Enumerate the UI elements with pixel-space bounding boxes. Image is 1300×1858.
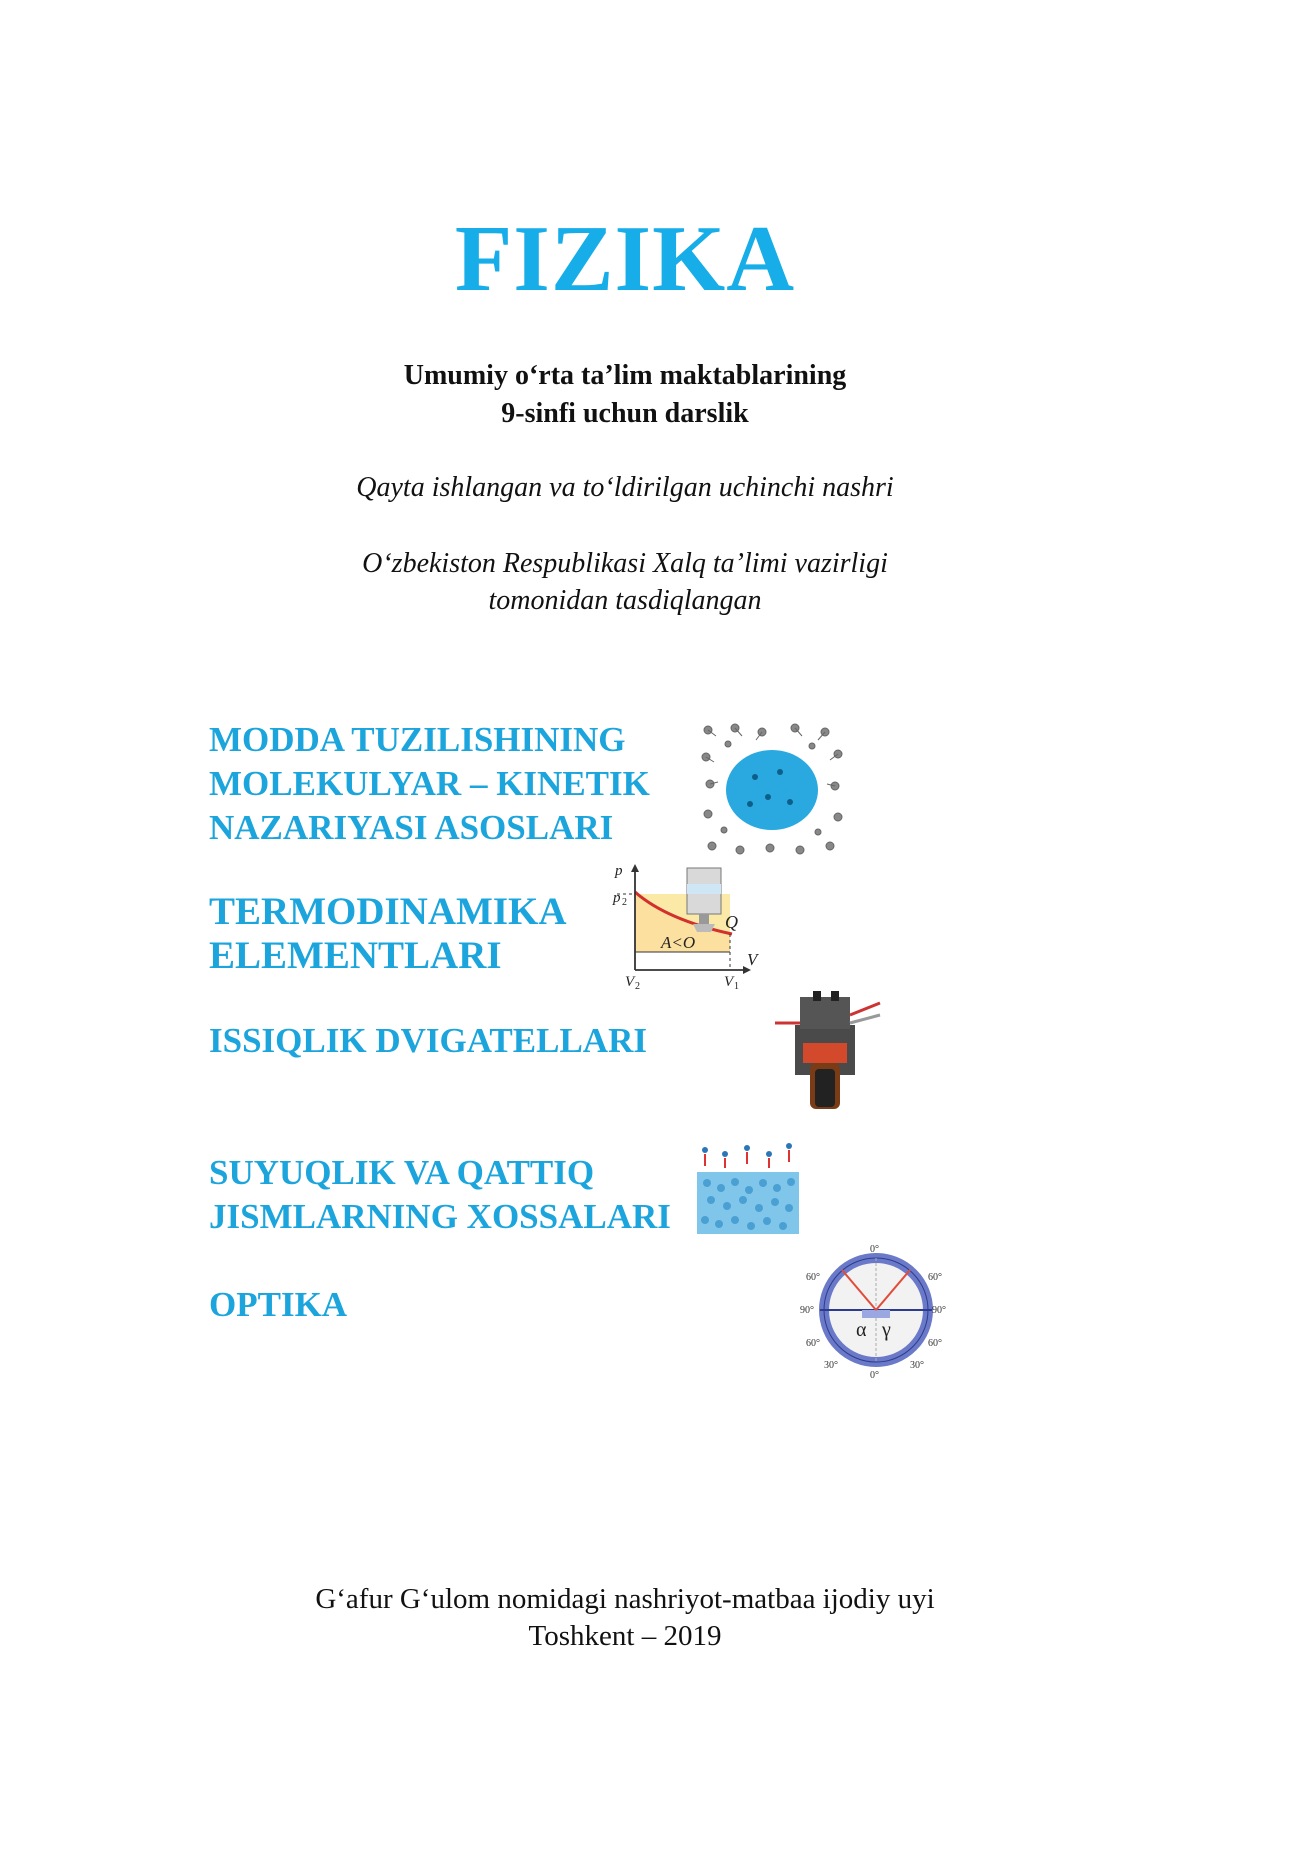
topic-liquids-solids [209,1151,671,1239]
topic-line: OPTIKA [209,1285,348,1324]
topic-line: TERMODINAMIKA [209,890,567,933]
optics-bottom-label: 0° [870,1370,879,1380]
pv-diagram-icon [607,862,767,990]
topic-heat-engines [209,1019,647,1063]
approval-line-2: tomonidan tasdiqlangan [488,585,762,616]
pv-v2-label: V [625,974,635,990]
topic-line: SUYUQLIK VA QATTIQ [209,1153,595,1192]
pv-q-label: Q [725,912,738,932]
molecules-icon [700,722,845,857]
optics-right-60-label: 60° [928,1272,942,1283]
topic-line: JISMLARNING XOSSALARI [209,1197,671,1236]
optics-right-30-label: 30° [910,1360,924,1371]
pv-v-label: V [747,950,758,969]
subtitle-line-2: 9-sinfi uchun darslik [501,398,749,429]
optics-gamma-label: γ [882,1319,891,1341]
optics-alpha-label: α [856,1319,867,1341]
topic-thermodynamics [209,890,567,978]
pv-work-label: A<O [661,933,696,952]
engine-icon [775,985,885,1115]
approval-line-1: O‘zbekiston Respublikasi Xalq ta’limi vazirligi [362,548,888,579]
pv-v1-subscript: 1 [734,981,739,990]
optics-left-60b-label: 60° [806,1338,820,1349]
optics-left-90-label: 90° [800,1305,814,1316]
liquid-icon [697,1138,799,1234]
book-title: FIZIKA [454,207,796,311]
pv-v2-subscript: 2 [635,981,640,990]
pv-p2-label: p [613,890,621,906]
subtitle-line-1: Umumiy o‘rta ta’lim maktablarining [403,360,847,391]
topic-line: ISSIQLIK DVIGATELLARI [209,1021,647,1060]
edition-note: Qayta ishlangan va to‘ldirilgan uchinchi nashri [356,472,894,503]
optics-left-60-label: 60° [806,1272,820,1283]
place-and-year: Toshkent – 2019 [528,1620,722,1652]
pv-v1-label: V [724,974,734,990]
topic-molecular-kinetic [209,718,650,850]
topic-line: ELEMENTLARI [209,934,502,977]
optics-left-30-label: 30° [824,1360,838,1371]
topic-line: MODDA TUZILISHINING [209,720,626,759]
topic-line: NAZARIYASI ASOSLARI [209,808,614,847]
topic-optics [209,1283,347,1327]
optics-disc-icon [800,1240,950,1380]
optics-right-90-label: 90° [932,1305,946,1316]
optics-top-label: 0° [870,1244,879,1255]
pv-p-label: p [615,863,623,879]
pv-p2-subscript: 2 [622,897,627,908]
optics-right-60b-label: 60° [928,1338,942,1349]
topic-line: MOLEKULYAR – KINETIK [209,764,650,803]
publisher-name: G‘afur G‘ulom nomidagi nashriyot-matbaa ijodiy uyi [315,1583,935,1615]
